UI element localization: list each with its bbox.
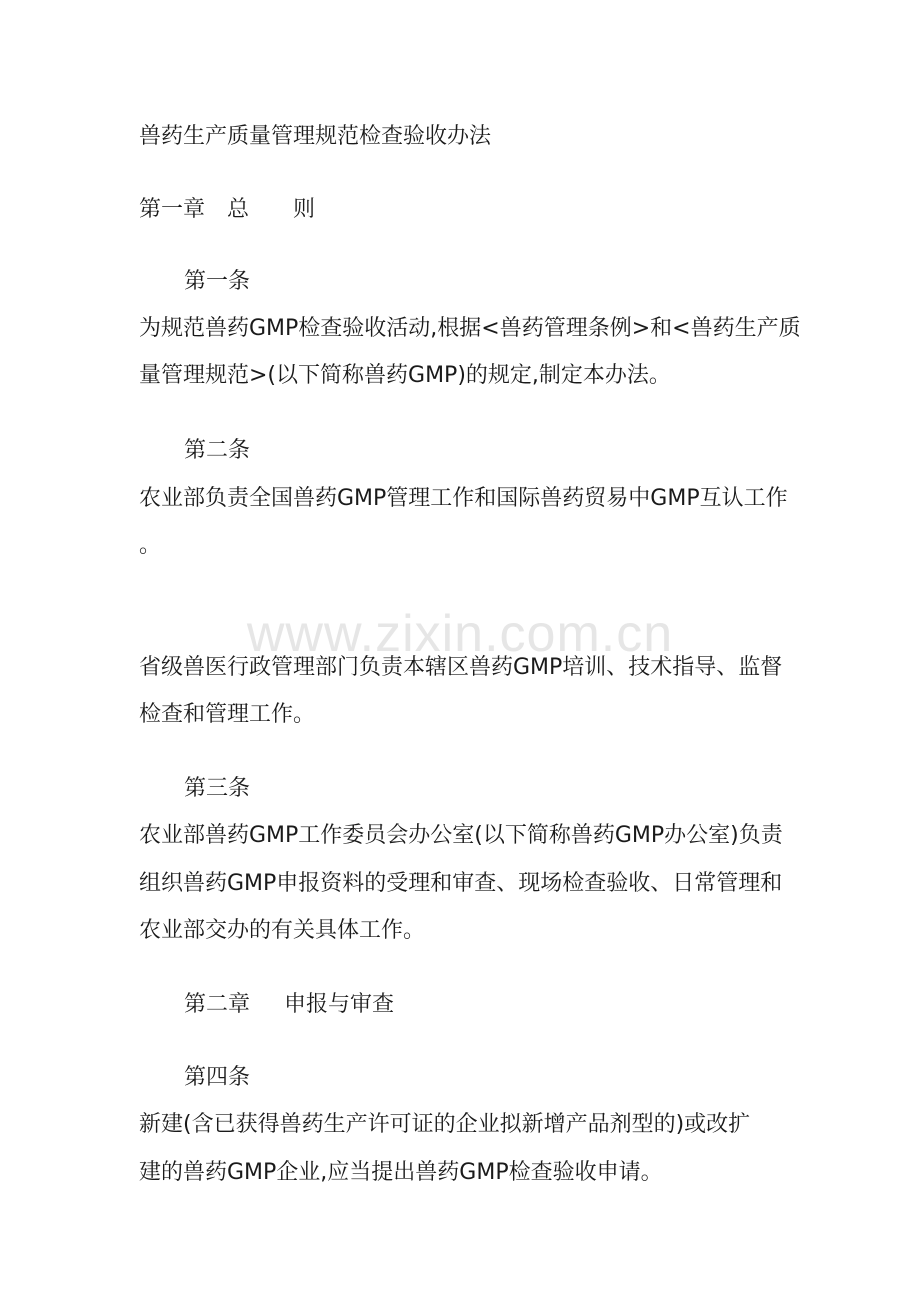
chapter-1-label: 第一章 bbox=[139, 197, 206, 222]
document-title: 兽药生产质量管理规范检查验收办法 bbox=[139, 124, 492, 149]
article-1-line-1: 为规范兽药GMP检查验收活动,根据<兽药管理条例>和<兽药生产质 bbox=[139, 316, 801, 341]
article-3-line-3: 农业部交办的有关具体工作。 bbox=[139, 918, 426, 943]
chapter-2-name: 申报与审查 bbox=[284, 992, 395, 1017]
article-3-label: 第三条 bbox=[184, 776, 251, 801]
chapter-2-label: 第二章 bbox=[184, 992, 251, 1017]
chapter-1-word-2: 则 bbox=[293, 197, 316, 222]
chapter-1-word-1: 总 bbox=[227, 197, 250, 222]
article-4-line-2: 建的兽药GMP企业,应当提出兽药GMP检查验收申请。 bbox=[139, 1160, 663, 1185]
chapter-1-heading bbox=[139, 196, 315, 224]
article-2b-line-2: 检查和管理工作。 bbox=[139, 702, 316, 727]
article-2-label: 第二条 bbox=[184, 438, 251, 463]
article-3-line-2: 组织兽药GMP申报资料的受理和审查、现场检查验收、日常管理和 bbox=[139, 871, 783, 896]
article-4-line-1: 新建(含已获得兽药生产许可证的企业拟新增产品剂型的)或改扩 bbox=[139, 1112, 751, 1137]
watermark: www.zixin.com.cn bbox=[246, 605, 674, 663]
article-3-line-1: 农业部兽药GMP工作委员会办公室(以下简称兽药GMP办公室)负责 bbox=[139, 823, 783, 848]
article-4-label: 第四条 bbox=[184, 1065, 251, 1090]
article-2-line-2: 。 bbox=[139, 533, 162, 558]
article-1-line-2: 量管理规范>(以下简称兽药GMP)的规定,制定本办法。 bbox=[139, 363, 671, 388]
chapter-2-heading bbox=[184, 991, 394, 1019]
article-2-line-1: 农业部负责全国兽药GMP管理工作和国际兽药贸易中GMP互认工作 bbox=[139, 486, 788, 511]
article-1-label: 第一条 bbox=[184, 269, 251, 294]
article-2b-line-1: 省级兽医行政管理部门负责本辖区兽药GMP培训、技术指导、监督 bbox=[139, 655, 783, 680]
